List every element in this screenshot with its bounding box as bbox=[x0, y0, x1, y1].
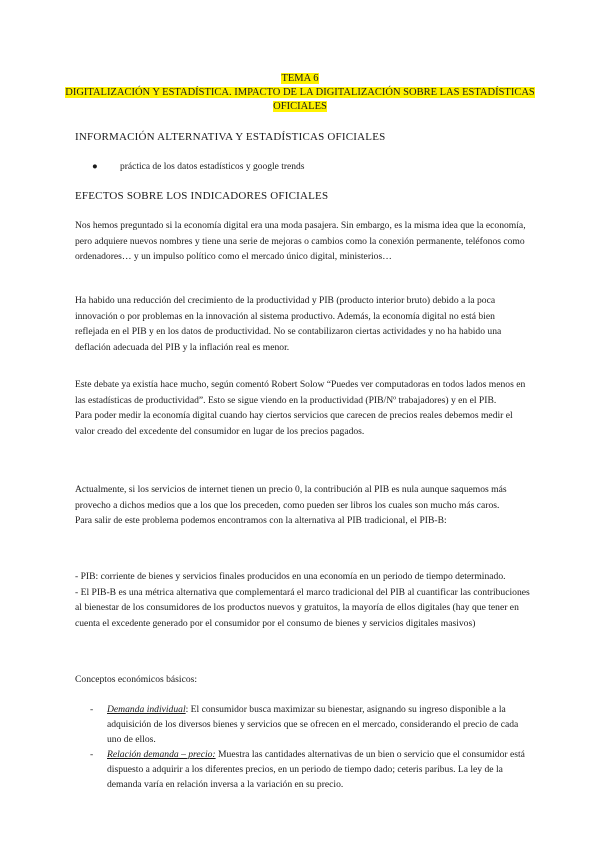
list-dash: - bbox=[90, 749, 94, 760]
document-title bbox=[60, 72, 540, 114]
bullet-text: práctica de los datos estadísticos y google trends bbox=[120, 162, 305, 172]
paragraph-text: Ha habido una reducción del crecimiento de la productividad y PIB (producto interior bruto) debido a la poca innovación o por problemas en la innovación al sistema productivo. Además, la economía digital no está bien reflejada en el PIB y en los datos de productividad. No se contabilizaron ciertas actividades y no ha habido una deflación adecuada del PIB y la inflación real es menor. bbox=[75, 295, 502, 353]
bullet-dot-icon: ● bbox=[92, 162, 98, 172]
paragraph-solow bbox=[75, 377, 530, 439]
bullet-item bbox=[92, 162, 304, 172]
paragraph-concepts-intro bbox=[75, 672, 530, 688]
paragraph-productivity bbox=[75, 293, 530, 355]
paragraph-text: Para salir de este problema podemos encontramos con la alternativa al PIB tradicional, el PIB-B: bbox=[75, 515, 447, 526]
concepts-list bbox=[90, 702, 530, 792]
paragraph-text: Nos hemos preguntado si la economía digital era una moda pasajera. Sin embargo, es la misma idea que la economía, pero adquiere nuevos nombres y tiene una serie de mejoras o cambios como la conexión permanente, teléfonos como ordenadores… y un impulso político como el mercado único digital, ministerios… bbox=[75, 220, 526, 262]
section-heading-official-indicators: EFECTOS SOBRE LOS INDICADORES OFICIALES bbox=[75, 190, 329, 202]
concept-text: Muestra las cantidades alternativas de un bien o servicio que el consumidor está dispuesto a adquirir a los diferentes precios, en un periodo de tiempo dado; ceteris paribus. La ley de la demanda varía en relación inversa a la variación en su precio. bbox=[107, 749, 525, 790]
paragraph-text: Actualmente, si los servicios de internet tienen un precio 0, la contribución al PIB es nula aunque saquemos más provecho a dichos medios que a los que los preceden, como pueden ser libros los cuales son mucho más caros. bbox=[75, 484, 507, 511]
paragraph-internet-price bbox=[75, 482, 530, 529]
paragraph-text: - El PIB-B es una métrica alternativa que complementará el marco tradicional del PIB al cuantificar las contribuciones al bienestar de los consumidores de los productos nuevos y gratuitos, la mayoría de ellos digitales (hay que tener en cuenta el excedente generado por el consumidor por el consumo de bienes y servicios digitales masivos) bbox=[75, 586, 530, 629]
paragraph-text: - PIB: corriente de bienes y servicios finales producidos en una economía en un periodo de tiempo determinado. bbox=[75, 571, 506, 582]
list-item bbox=[90, 702, 530, 747]
list-dash: - bbox=[90, 704, 94, 715]
paragraph-text: Para poder medir la economía digital cuando hay ciertos servicios que carecen de precios reales debemos medir el valor creado del excedente del consumidor en lugar de los precios pagados. bbox=[75, 410, 513, 437]
paragraph-pib-definitions bbox=[75, 569, 530, 631]
list-item bbox=[90, 747, 530, 792]
paragraph-digital-economy bbox=[75, 218, 530, 265]
concept-text: : El consumidor busca maximizar su bienestar, asignando su ingreso disponible a la adquisición de los diversos bienes y servicios que se ofrecen en el mercado, considerando el precio de cada uno de ellos. bbox=[107, 704, 519, 745]
concept-term: Demanda individual bbox=[107, 704, 186, 715]
paragraph-text: Este debate ya existía hace mucho, según comentó Robert Solow “Puedes ver computadoras en todos lados menos en las estadísticas de productividad”. Esto se sigue viendo en la productividad (PIB/Nº trabajadores) y en el PIB. bbox=[75, 379, 526, 406]
concept-term: Relación demanda – precio: bbox=[107, 749, 216, 760]
topic-number: TEMA 6 bbox=[281, 73, 319, 84]
paragraph-text: Conceptos económicos básicos: bbox=[75, 674, 198, 685]
section-heading-alternative-info: INFORMACIÓN ALTERNATIVA Y ESTADÍSTICAS OFICIALES bbox=[75, 131, 386, 143]
topic-title: DIGITALIZACIÓN Y ESTADÍSTICA. IMPACTO DE LA DIGITALIZACIÓN SOBRE LAS ESTADÍSTICAS OFICIALES bbox=[65, 87, 535, 112]
